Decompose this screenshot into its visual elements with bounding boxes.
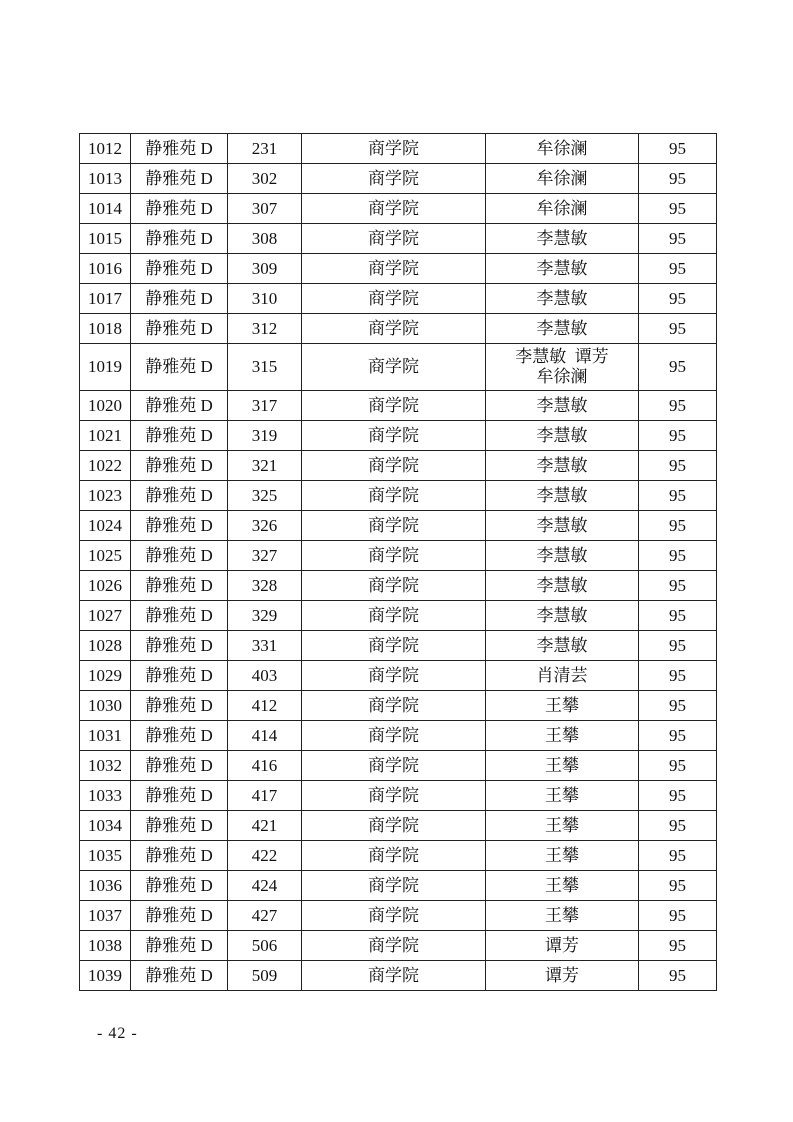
row-number-cell: 1039: [80, 961, 131, 991]
score-cell: 95: [639, 751, 717, 781]
score-cell: 95: [639, 931, 717, 961]
row-number-cell: 1030: [80, 691, 131, 721]
college-cell: 商学院: [302, 511, 486, 541]
college-cell: 商学院: [302, 224, 486, 254]
college-cell: 商学院: [302, 901, 486, 931]
building-cell: 静雅苑 D: [131, 751, 228, 781]
row-number-cell: 1032: [80, 751, 131, 781]
score-cell: 95: [639, 661, 717, 691]
row-number-cell: 1012: [80, 134, 131, 164]
score-cell: 95: [639, 601, 717, 631]
room-number-cell: 319: [228, 421, 302, 451]
table-row: [80, 871, 717, 901]
building-cell: 静雅苑 D: [131, 451, 228, 481]
room-number-cell: 308: [228, 224, 302, 254]
room-number-cell: 421: [228, 811, 302, 841]
table-row: [80, 314, 717, 344]
score-cell: 95: [639, 631, 717, 661]
row-number-cell: 1022: [80, 451, 131, 481]
responsible-person-cell: 谭芳: [486, 961, 639, 991]
score-cell: 95: [639, 781, 717, 811]
responsible-person-cell: 李慧敏: [486, 541, 639, 571]
table-row: [80, 451, 717, 481]
score-cell: 95: [639, 224, 717, 254]
room-number-cell: 427: [228, 901, 302, 931]
row-number-cell: 1037: [80, 901, 131, 931]
college-cell: 商学院: [302, 344, 486, 391]
building-cell: 静雅苑 D: [131, 931, 228, 961]
building-cell: 静雅苑 D: [131, 811, 228, 841]
college-cell: 商学院: [302, 691, 486, 721]
room-number-cell: 325: [228, 481, 302, 511]
row-number-cell: 1028: [80, 631, 131, 661]
room-number-cell: 315: [228, 344, 302, 391]
room-number-cell: 328: [228, 571, 302, 601]
table-row: [80, 691, 717, 721]
row-number-cell: 1036: [80, 871, 131, 901]
responsible-person-cell: 牟徐澜: [486, 164, 639, 194]
building-cell: 静雅苑 D: [131, 134, 228, 164]
college-cell: 商学院: [302, 571, 486, 601]
room-number-cell: 331: [228, 631, 302, 661]
responsible-person-cell: 李慧敏: [486, 631, 639, 661]
row-number-cell: 1026: [80, 571, 131, 601]
responsible-person-cell: 李慧敏: [486, 601, 639, 631]
building-cell: 静雅苑 D: [131, 254, 228, 284]
room-number-cell: 321: [228, 451, 302, 481]
score-cell: 95: [639, 194, 717, 224]
building-cell: 静雅苑 D: [131, 194, 228, 224]
row-number-cell: 1014: [80, 194, 131, 224]
responsible-person-cell: [486, 344, 639, 391]
building-cell: 静雅苑 D: [131, 421, 228, 451]
table-row: [80, 194, 717, 224]
score-cell: 95: [639, 571, 717, 601]
table-row: [80, 721, 717, 751]
room-number-cell: 424: [228, 871, 302, 901]
table-row: [80, 164, 717, 194]
college-cell: 商学院: [302, 421, 486, 451]
building-cell: 静雅苑 D: [131, 164, 228, 194]
table-row: [80, 344, 717, 391]
responsible-person-cell: 李慧敏: [486, 451, 639, 481]
responsible-person-cell: 王攀: [486, 871, 639, 901]
responsible-person-cell: 肖清芸: [486, 661, 639, 691]
table-row: [80, 901, 717, 931]
row-number-cell: 1034: [80, 811, 131, 841]
row-number-cell: 1031: [80, 721, 131, 751]
building-cell: 静雅苑 D: [131, 901, 228, 931]
responsible-person-cell: 李慧敏: [486, 481, 639, 511]
table-row: [80, 224, 717, 254]
table-row: [80, 541, 717, 571]
college-cell: 商学院: [302, 314, 486, 344]
row-number-cell: 1033: [80, 781, 131, 811]
score-cell: 95: [639, 254, 717, 284]
college-cell: 商学院: [302, 164, 486, 194]
table-row: [80, 481, 717, 511]
college-cell: 商学院: [302, 781, 486, 811]
responsible-person-cell: 牟徐澜: [486, 134, 639, 164]
responsible-person-cell: 谭芳: [486, 931, 639, 961]
score-cell: 95: [639, 511, 717, 541]
college-cell: 商学院: [302, 391, 486, 421]
room-number-cell: 327: [228, 541, 302, 571]
building-cell: 静雅苑 D: [131, 601, 228, 631]
score-cell: 95: [639, 314, 717, 344]
building-cell: 静雅苑 D: [131, 481, 228, 511]
responsible-person-cell: 李慧敏: [486, 511, 639, 541]
college-cell: 商学院: [302, 631, 486, 661]
table-row: [80, 134, 717, 164]
row-number-cell: 1015: [80, 224, 131, 254]
room-number-cell: 312: [228, 314, 302, 344]
building-cell: 静雅苑 D: [131, 691, 228, 721]
score-cell: 95: [639, 871, 717, 901]
room-number-cell: 506: [228, 931, 302, 961]
score-cell: 95: [639, 841, 717, 871]
room-number-cell: 310: [228, 284, 302, 314]
responsible-person-cell: 李慧敏: [486, 421, 639, 451]
college-cell: 商学院: [302, 721, 486, 751]
row-number-cell: 1035: [80, 841, 131, 871]
responsible-person-cell: 李慧敏: [486, 391, 639, 421]
row-number-cell: 1038: [80, 931, 131, 961]
table-row: [80, 391, 717, 421]
college-cell: 商学院: [302, 451, 486, 481]
table-row: [80, 571, 717, 601]
building-cell: 静雅苑 D: [131, 721, 228, 751]
responsible-person-cell: 王攀: [486, 901, 639, 931]
row-number-cell: 1027: [80, 601, 131, 631]
room-number-cell: 403: [228, 661, 302, 691]
table-row: [80, 781, 717, 811]
table-row: [80, 254, 717, 284]
college-cell: 商学院: [302, 931, 486, 961]
college-cell: 商学院: [302, 134, 486, 164]
room-number-cell: 309: [228, 254, 302, 284]
row-number-cell: 1024: [80, 511, 131, 541]
responsible-person-cell: 王攀: [486, 781, 639, 811]
row-number-cell: 1020: [80, 391, 131, 421]
table-row: [80, 931, 717, 961]
building-cell: 静雅苑 D: [131, 781, 228, 811]
room-number-cell: 317: [228, 391, 302, 421]
building-cell: 静雅苑 D: [131, 571, 228, 601]
score-cell: 95: [639, 481, 717, 511]
responsible-person-line: 牟徐澜: [536, 367, 588, 386]
college-cell: 商学院: [302, 811, 486, 841]
building-cell: 静雅苑 D: [131, 284, 228, 314]
dormitory-score-table: [79, 133, 717, 991]
table-row: [80, 631, 717, 661]
building-cell: 静雅苑 D: [131, 391, 228, 421]
college-cell: 商学院: [302, 541, 486, 571]
building-cell: 静雅苑 D: [131, 661, 228, 691]
row-number-cell: 1029: [80, 661, 131, 691]
score-cell: 95: [639, 961, 717, 991]
table-row: [80, 284, 717, 314]
college-cell: 商学院: [302, 481, 486, 511]
responsible-person-cell: 李慧敏: [486, 254, 639, 284]
building-cell: 静雅苑 D: [131, 841, 228, 871]
building-cell: 静雅苑 D: [131, 961, 228, 991]
score-cell: 95: [639, 421, 717, 451]
responsible-person-cell: 王攀: [486, 811, 639, 841]
college-cell: 商学院: [302, 841, 486, 871]
score-cell: 95: [639, 721, 717, 751]
responsible-person-cell: 李慧敏: [486, 571, 639, 601]
room-number-cell: 231: [228, 134, 302, 164]
score-cell: 95: [639, 344, 717, 391]
college-cell: 商学院: [302, 601, 486, 631]
score-cell: 95: [639, 164, 717, 194]
college-cell: 商学院: [302, 254, 486, 284]
room-number-cell: 422: [228, 841, 302, 871]
table-body: [80, 134, 717, 991]
row-number-cell: 1013: [80, 164, 131, 194]
college-cell: 商学院: [302, 661, 486, 691]
score-cell: 95: [639, 284, 717, 314]
room-number-cell: 329: [228, 601, 302, 631]
table-row: [80, 811, 717, 841]
room-number-cell: 302: [228, 164, 302, 194]
room-number-cell: 417: [228, 781, 302, 811]
table-row: [80, 961, 717, 991]
table-row: [80, 751, 717, 781]
score-cell: 95: [639, 811, 717, 841]
room-number-cell: 509: [228, 961, 302, 991]
row-number-cell: 1019: [80, 344, 131, 391]
room-number-cell: 414: [228, 721, 302, 751]
score-cell: 95: [639, 451, 717, 481]
responsible-person-cell: 李慧敏: [486, 224, 639, 254]
college-cell: 商学院: [302, 961, 486, 991]
responsible-person-cell: 王攀: [486, 751, 639, 781]
score-cell: 95: [639, 541, 717, 571]
score-cell: 95: [639, 901, 717, 931]
responsible-person-cell: 李慧敏: [486, 284, 639, 314]
table-row: [80, 421, 717, 451]
building-cell: 静雅苑 D: [131, 511, 228, 541]
responsible-person-cell: 王攀: [486, 841, 639, 871]
responsible-person-line: 李慧敏 谭芳: [515, 347, 609, 366]
row-number-cell: 1021: [80, 421, 131, 451]
college-cell: 商学院: [302, 751, 486, 781]
building-cell: 静雅苑 D: [131, 314, 228, 344]
building-cell: 静雅苑 D: [131, 344, 228, 391]
building-cell: 静雅苑 D: [131, 224, 228, 254]
score-cell: 95: [639, 391, 717, 421]
table-row: [80, 601, 717, 631]
room-number-cell: 416: [228, 751, 302, 781]
responsible-person-cell: 王攀: [486, 721, 639, 751]
score-cell: 95: [639, 691, 717, 721]
row-number-cell: 1018: [80, 314, 131, 344]
responsible-person-cell: 李慧敏: [486, 314, 639, 344]
table-row: [80, 841, 717, 871]
building-cell: 静雅苑 D: [131, 631, 228, 661]
room-number-cell: 307: [228, 194, 302, 224]
room-number-cell: 326: [228, 511, 302, 541]
table-row: [80, 661, 717, 691]
table-row: [80, 511, 717, 541]
row-number-cell: 1017: [80, 284, 131, 314]
row-number-cell: 1016: [80, 254, 131, 284]
responsible-person-cell: 王攀: [486, 691, 639, 721]
building-cell: 静雅苑 D: [131, 541, 228, 571]
room-number-cell: 412: [228, 691, 302, 721]
score-cell: 95: [639, 134, 717, 164]
college-cell: 商学院: [302, 284, 486, 314]
building-cell: 静雅苑 D: [131, 871, 228, 901]
college-cell: 商学院: [302, 194, 486, 224]
row-number-cell: 1025: [80, 541, 131, 571]
college-cell: 商学院: [302, 871, 486, 901]
page-number: - 42 -: [97, 1025, 138, 1042]
row-number-cell: 1023: [80, 481, 131, 511]
responsible-person-cell: 牟徐澜: [486, 194, 639, 224]
